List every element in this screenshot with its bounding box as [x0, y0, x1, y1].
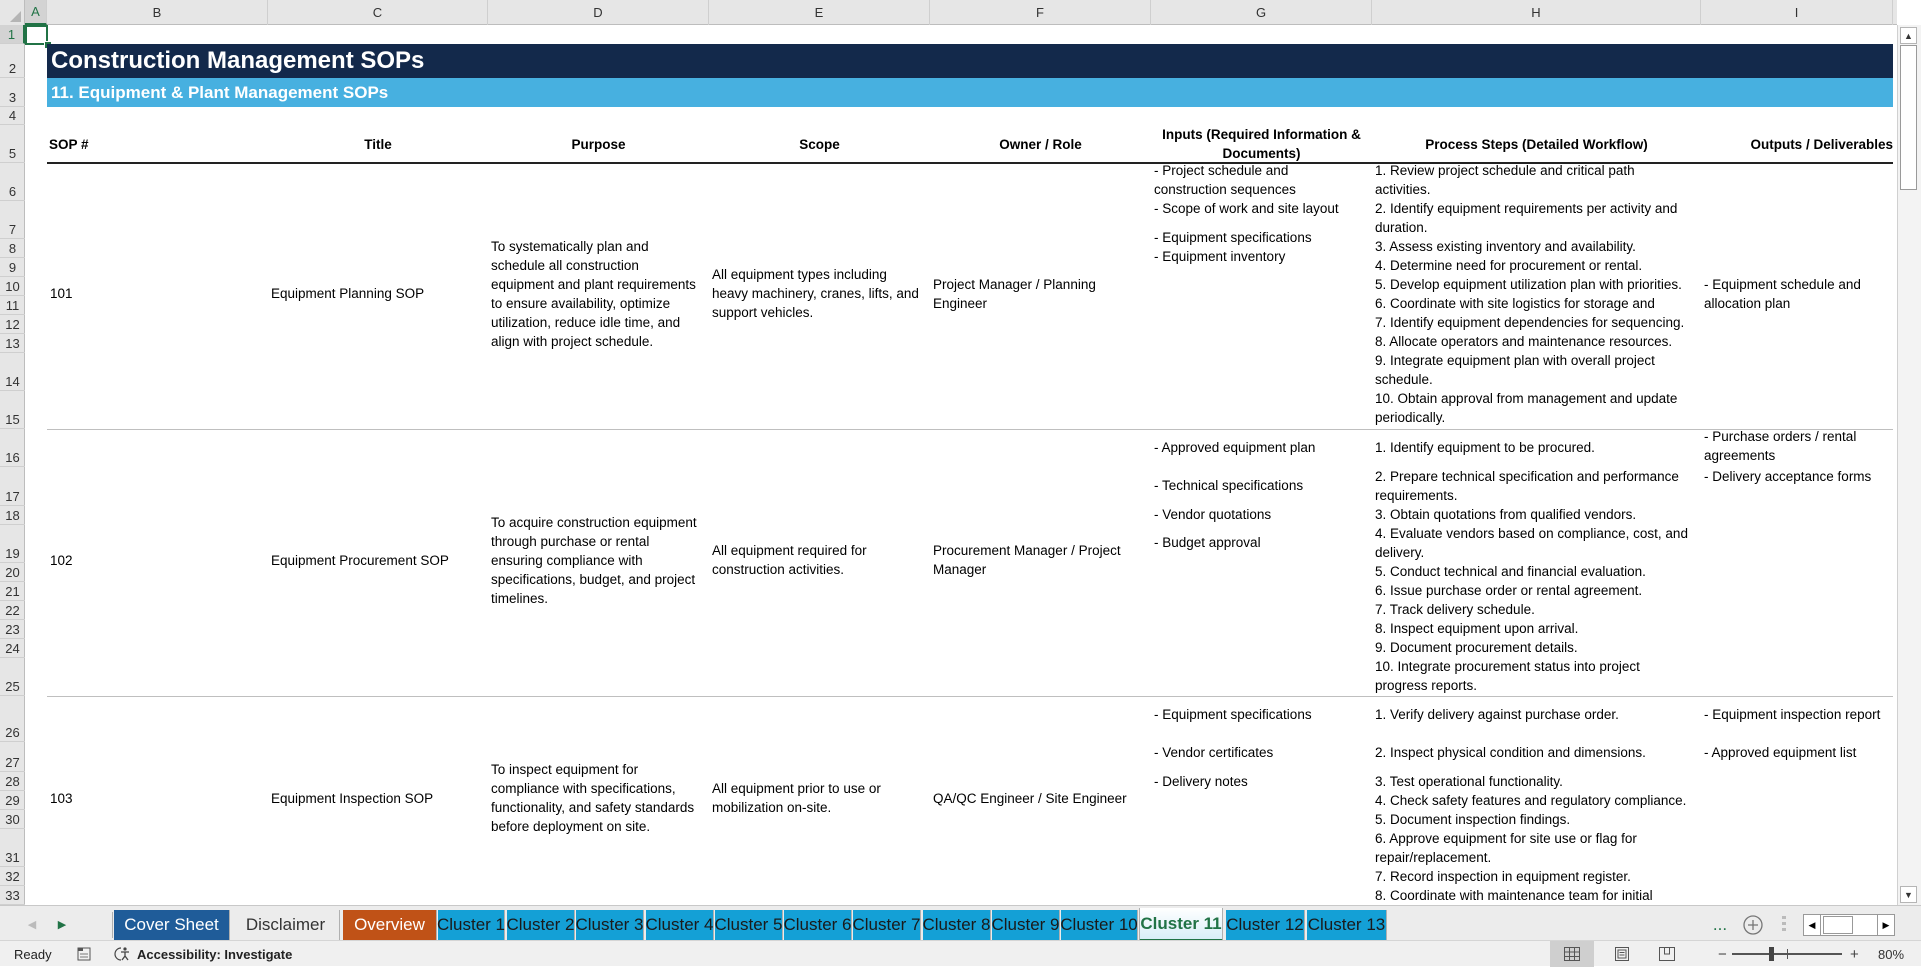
- row-header-13[interactable]: 13: [0, 334, 25, 353]
- sop-title-cell[interactable]: Equipment Inspection SOP: [271, 790, 434, 806]
- sop-steps-item: 5. Develop equipment utilization plan with priorities.: [1375, 277, 1682, 292]
- row-header-14[interactable]: 14: [0, 353, 25, 391]
- sop-number-cell[interactable]: 101: [50, 286, 73, 301]
- sop-outputs-item: allocation plan: [1704, 296, 1791, 311]
- sheet-tab-cluster-11[interactable]: Cluster 11: [1139, 908, 1223, 942]
- sheet-tab-cover-sheet[interactable]: Cover Sheet: [114, 910, 230, 940]
- header-scope: Scope: [799, 136, 840, 152]
- more-sheets-button[interactable]: ...: [1712, 915, 1728, 934]
- tab-separator: [112, 912, 113, 938]
- sop-steps-item: 3. Obtain quotations from qualified vendors.: [1375, 506, 1637, 522]
- sop-purpose-cell-line: to ensure availability, optimize: [491, 295, 671, 311]
- sheet-tab-cluster-3[interactable]: Cluster 3: [576, 910, 644, 940]
- row-header-30[interactable]: 30: [0, 810, 25, 829]
- zoom-in-button[interactable]: +: [1850, 945, 1859, 963]
- sop-steps-item: 5. Document inspection findings.: [1375, 811, 1571, 827]
- sop-scope-cell-line: heavy machinery, cranes, lifts, and: [712, 286, 919, 301]
- zoom-out-button[interactable]: −: [1718, 945, 1727, 963]
- zoom-slider-center-tick: [1787, 949, 1788, 959]
- column-header-g[interactable]: G: [1151, 0, 1372, 25]
- sop-inputs-item: - Approved equipment plan: [1154, 440, 1316, 456]
- sop-purpose-cell-line: To inspect equipment for: [491, 762, 639, 777]
- row-header-9[interactable]: 9: [0, 258, 25, 277]
- sop-purpose-cell-line: schedule all construction: [491, 257, 639, 273]
- sop-inputs-cell[interactable]: [1151, 163, 1372, 429]
- row-header-24[interactable]: 24: [0, 639, 25, 658]
- header-owner: Owner / Role: [999, 136, 1082, 152]
- sop-steps-item: periodically.: [1375, 410, 1446, 425]
- row-header-12[interactable]: 12: [0, 315, 25, 334]
- sop-purpose-cell-line: utilization, reduce idle time, and: [491, 314, 681, 330]
- sop-steps-cell[interactable]: [1372, 429, 1701, 696]
- scroll-right-button[interactable]: ▶: [1877, 915, 1894, 935]
- tab-split-handle[interactable]: [1782, 916, 1786, 934]
- row-header-21[interactable]: 21: [0, 582, 25, 601]
- sop-title-cell[interactable]: Equipment Procurement SOP: [271, 552, 449, 568]
- sop-steps-cell[interactable]: [1372, 696, 1701, 905]
- sop-row-102: [25, 429, 1897, 696]
- row-header-29[interactable]: 29: [0, 791, 25, 810]
- sop-steps-item: activities.: [1375, 182, 1431, 197]
- sop-steps-item: 4. Check safety features and regulatory compliance.: [1375, 792, 1687, 808]
- header-inputs: [1151, 125, 1372, 163]
- row-header-22[interactable]: 22: [0, 601, 25, 620]
- sop-steps-item: 1. Review project schedule and critical path: [1375, 163, 1635, 178]
- page-layout-view-button[interactable]: [1600, 941, 1644, 967]
- sop-scope-cell-line: All equipment types including: [712, 267, 887, 282]
- sheet-title-text: Construction Management SOPs: [51, 47, 425, 74]
- sop-purpose-cell-line: specifications, budget, and project: [491, 571, 696, 587]
- sop-steps-item: 8. Inspect equipment upon arrival.: [1375, 620, 1579, 636]
- sheet-tab-cluster-1[interactable]: Cluster 1: [438, 910, 505, 940]
- sop-title-cell[interactable]: Equipment Planning SOP: [271, 286, 425, 301]
- sop-scope-cell[interactable]: [709, 541, 930, 579]
- column-header-i[interactable]: I: [1701, 0, 1893, 25]
- sop-inputs-item: - Delivery notes: [1154, 773, 1248, 789]
- row-header-5[interactable]: 5: [0, 125, 25, 163]
- sheet-tab-overview[interactable]: Overview: [343, 910, 437, 940]
- sop-purpose-cell-line: compliance with specifications,: [491, 781, 676, 796]
- row-header-25[interactable]: 25: [0, 658, 25, 696]
- sheet-tab-cluster-10[interactable]: Cluster 10: [1061, 910, 1138, 940]
- sheet-tab-cluster-2[interactable]: Cluster 2: [507, 910, 575, 940]
- sop-inputs-item: - Budget approval: [1154, 535, 1261, 551]
- accessibility-icon: [114, 945, 134, 963]
- scroll-up-button[interactable]: ▲: [1900, 27, 1917, 44]
- sop-inputs-item: - Vendor certificates: [1154, 745, 1274, 761]
- sop-outputs-item: - Equipment inspection report: [1704, 707, 1881, 723]
- vertical-scrollbar[interactable]: [1897, 25, 1921, 905]
- sop-number-cell[interactable]: 102: [50, 552, 73, 568]
- sop-steps-item: duration.: [1375, 220, 1428, 235]
- sheet-tab-cluster-7[interactable]: Cluster 7: [853, 910, 921, 940]
- sop-steps-item: 2. Prepare technical specification and performance: [1375, 468, 1679, 484]
- row-header-2[interactable]: 2: [0, 44, 25, 78]
- sop-purpose-cell-line: through purchase or rental: [491, 533, 650, 549]
- sop-steps-item: 1. Verify delivery against purchase order.: [1375, 707, 1619, 723]
- row-header-10[interactable]: 10: [0, 277, 25, 296]
- accessibility-status-text: Accessibility: Investigate: [137, 946, 293, 962]
- sop-owner-cell-line: QA/QC Engineer / Site Engineer: [933, 790, 1127, 806]
- sop-inputs-item: construction sequences: [1154, 182, 1296, 197]
- sop-steps-item: repair/replacement.: [1375, 849, 1492, 865]
- sop-purpose-cell-line: To systematically plan and: [491, 238, 649, 254]
- column-header-f[interactable]: F: [930, 0, 1151, 25]
- sop-outputs-item: - Approved equipment list: [1704, 745, 1857, 761]
- sop-purpose-cell-line: functionality, and safety standards: [491, 800, 695, 815]
- column-header-e[interactable]: E: [709, 0, 930, 25]
- sop-owner-cell[interactable]: [930, 541, 1151, 579]
- sop-scope-cell-line: All equipment required for: [712, 543, 867, 558]
- sop-owner-cell[interactable]: [930, 275, 1151, 313]
- row-header-18[interactable]: 18: [0, 506, 25, 525]
- sop-outputs-item: - Purchase orders / rental: [1704, 429, 1857, 444]
- column-header-bar: [0, 0, 1897, 25]
- column-header-a[interactable]: A: [25, 0, 47, 25]
- row-header-bar: [0, 25, 25, 905]
- sop-steps-item: 8. Coordinate with maintenance team for initial: [1375, 887, 1653, 903]
- sop-steps-item: delivery.: [1375, 544, 1425, 560]
- row-header-16[interactable]: 16: [0, 429, 25, 467]
- page-layout-icon: [1615, 947, 1629, 961]
- sop-purpose-cell-line: before deployment on site.: [491, 819, 651, 834]
- sop-number-cell[interactable]: 103: [50, 790, 73, 806]
- sop-owner-cell-line: Engineer: [933, 295, 988, 311]
- row-header-19[interactable]: 19: [0, 525, 25, 563]
- sop-inputs-item: - Scope of work and site layout: [1154, 201, 1339, 216]
- sop-scope-cell[interactable]: [709, 779, 930, 817]
- row-header-26[interactable]: 26: [0, 696, 25, 742]
- sop-outputs-cell[interactable]: [1701, 429, 1893, 696]
- sop-steps-item: 10. Integrate procurement status into project: [1375, 658, 1640, 674]
- sop-steps-item: requirements.: [1375, 487, 1458, 503]
- sop-steps-item: 7. Record inspection in equipment register.: [1375, 868, 1631, 884]
- sop-row-101: [25, 163, 1897, 429]
- sop-inputs-item: - Project schedule and: [1154, 163, 1289, 178]
- sheet-tab-bar: [0, 905, 1921, 941]
- sop-scope-cell[interactable]: [709, 265, 930, 322]
- sheet-grid[interactable]: [25, 25, 1897, 905]
- sop-steps-item: 6. Issue purchase order or rental agreement.: [1375, 582, 1643, 598]
- macro-sheet-icon: [76, 946, 92, 962]
- sop-scope-cell-line: All equipment prior to use or: [712, 781, 881, 796]
- header-inputs-line1: Inputs (Required Information &: [1162, 127, 1361, 142]
- sop-steps-item: 1. Identify equipment to be procured.: [1375, 440, 1595, 456]
- scroll-down-button[interactable]: ▼: [1900, 886, 1917, 903]
- accessibility-status-button[interactable]: [114, 941, 292, 967]
- sheet-title: [47, 44, 1893, 78]
- plus-circle-icon: [1742, 914, 1764, 936]
- row-header-8[interactable]: 8: [0, 239, 25, 258]
- sop-purpose-cell[interactable]: [488, 513, 709, 608]
- header-title: Title: [364, 136, 392, 152]
- sop-steps-item: 10. Obtain approval from management and update: [1375, 391, 1678, 406]
- sop-outputs-item: - Equipment schedule and: [1704, 277, 1861, 292]
- row-header-1[interactable]: 1: [0, 25, 25, 44]
- header-process-steps: Process Steps (Detailed Workflow): [1425, 136, 1648, 152]
- column-header-c[interactable]: C: [268, 0, 488, 25]
- page-break-view-button[interactable]: [1645, 941, 1689, 967]
- sop-inputs-item: - Technical specifications: [1154, 478, 1304, 494]
- add-sheet-button[interactable]: [1742, 914, 1764, 936]
- sop-steps-item: 3. Assess existing inventory and availability.: [1375, 239, 1636, 254]
- scroll-left-button[interactable]: ◀: [1804, 915, 1821, 935]
- row-header-27[interactable]: 27: [0, 742, 25, 772]
- macro-record-button[interactable]: [76, 941, 92, 967]
- sop-steps-item: progress reports.: [1375, 677, 1478, 693]
- section-subtitle-text: 11. Equipment & Plant Management SOPs: [51, 82, 389, 102]
- sop-inputs-item: - Equipment specifications: [1154, 707, 1312, 723]
- sop-outputs-cell[interactable]: [1701, 163, 1893, 429]
- header-outputs: Outputs / Deliverables: [1750, 136, 1893, 152]
- header-purpose: Purpose: [571, 136, 626, 152]
- row-header-33[interactable]: 33: [0, 886, 25, 905]
- sop-inputs-cell[interactable]: [1151, 696, 1372, 905]
- grid-view-icon: [1564, 947, 1580, 961]
- sheet-tab-cluster-4[interactable]: Cluster 4: [646, 910, 714, 940]
- row-header-4[interactable]: 4: [0, 107, 25, 125]
- sop-outputs-item: agreements: [1704, 448, 1776, 463]
- sheet-tab-cluster-9[interactable]: Cluster 9: [992, 910, 1060, 940]
- sop-steps-cell[interactable]: [1372, 163, 1701, 429]
- sop-steps-item: 2. Identify equipment requirements per activity and: [1375, 201, 1678, 216]
- sop-purpose-cell-line: equipment and plant requirements: [491, 276, 696, 292]
- sop-owner-cell[interactable]: [930, 789, 1151, 808]
- sop-purpose-cell-line: ensuring compliance with: [491, 552, 643, 568]
- sop-steps-item: 4. Determine need for procurement or rental.: [1375, 258, 1643, 273]
- zoom-slider[interactable]: [1732, 953, 1842, 955]
- row-header-6[interactable]: 6: [0, 163, 25, 201]
- column-header-d[interactable]: D: [488, 0, 709, 25]
- sop-inputs-item: - Equipment specifications: [1154, 229, 1312, 245]
- sheet-tab-cluster-8[interactable]: Cluster 8: [923, 910, 991, 940]
- row-header-23[interactable]: 23: [0, 620, 25, 639]
- column-header-h[interactable]: H: [1372, 0, 1701, 25]
- row-header-20[interactable]: 20: [0, 563, 25, 582]
- sheet-tab-cluster-5[interactable]: Cluster 5: [715, 910, 783, 940]
- row-header-17[interactable]: 17: [0, 467, 25, 506]
- tab-scroll-right-button[interactable]: ▶: [57, 918, 67, 931]
- page-break-icon: [1659, 947, 1675, 961]
- sop-outputs-item: - Delivery acceptance forms: [1704, 468, 1872, 484]
- status-ready: Ready: [14, 946, 52, 962]
- section-subtitle: [47, 78, 1893, 107]
- horizontal-scroll-thumb[interactable]: [1823, 916, 1853, 934]
- sheet-tab-cluster-6[interactable]: Cluster 6: [784, 910, 852, 940]
- row-header-15[interactable]: 15: [0, 391, 25, 429]
- row-header-7[interactable]: 7: [0, 201, 25, 239]
- sop-purpose-cell[interactable]: [488, 237, 709, 351]
- sop-scope-cell-line: mobilization on-site.: [712, 800, 832, 815]
- sop-steps-item: 9. Document procurement details.: [1375, 639, 1578, 655]
- row-header-28[interactable]: 28: [0, 772, 25, 791]
- sop-inputs-item: - Equipment inventory: [1154, 248, 1286, 264]
- sop-steps-item: schedule.: [1375, 372, 1433, 387]
- status-bar: [0, 940, 1921, 966]
- select-all-button[interactable]: [0, 0, 25, 25]
- sheet-tab-cluster-13[interactable]: Cluster 13: [1307, 910, 1387, 940]
- sop-purpose-cell[interactable]: [488, 760, 709, 836]
- sop-owner-cell-line: Manager: [933, 562, 987, 577]
- sop-purpose-cell-line: To acquire construction equipment: [491, 514, 697, 530]
- sop-steps-item: 6. Coordinate with site logistics for storage and: [1375, 296, 1655, 311]
- sop-inputs-item: - Vendor quotations: [1154, 506, 1272, 522]
- sop-steps-item: 8. Allocate operators and maintenance resources.: [1375, 334, 1673, 349]
- sop-scope-cell-line: support vehicles.: [712, 305, 814, 320]
- sop-steps-item: 5. Conduct technical and financial evaluation.: [1375, 563, 1646, 579]
- sop-steps-item: 7. Identify equipment dependencies for sequencing.: [1375, 315, 1685, 330]
- select-all-triangle-icon: [10, 11, 21, 22]
- header-inputs-line2: Documents): [1222, 146, 1301, 161]
- zoom-level[interactable]: 80%: [1878, 946, 1905, 962]
- sop-steps-item: 6. Approve equipment for site use or flag for: [1375, 830, 1637, 846]
- sop-inputs-cell[interactable]: [1151, 429, 1372, 696]
- sop-owner-cell-line: Procurement Manager / Project: [933, 543, 1121, 558]
- row-header-3[interactable]: 3: [0, 78, 25, 107]
- sop-owner-cell-line: Project Manager / Planning: [933, 276, 1096, 292]
- sop-outputs-cell[interactable]: [1701, 696, 1893, 905]
- sop-steps-item: 2. Inspect physical condition and dimensions.: [1375, 745, 1646, 761]
- sheet-tab-disclaimer[interactable]: Disclaimer: [232, 910, 340, 940]
- sop-steps-item: 4. Evaluate vendors based on compliance, cost, and: [1375, 525, 1688, 541]
- sop-purpose-cell-line: timelines.: [491, 590, 549, 606]
- tab-scroll-left-button[interactable]: ◀: [27, 918, 37, 931]
- row-header-11[interactable]: 11: [0, 296, 25, 315]
- header-sop-number: SOP #: [49, 136, 89, 152]
- sop-steps-item: 9. Integrate equipment plan with overall project: [1375, 353, 1655, 368]
- sheet-tab-cluster-12[interactable]: Cluster 12: [1226, 910, 1305, 940]
- horizontal-scrollbar[interactable]: [1803, 914, 1895, 936]
- sop-steps-item: 3. Test operational functionality.: [1375, 773, 1563, 789]
- zoom-slider-thumb[interactable]: [1769, 947, 1774, 961]
- sop-steps-item: 7. Track delivery schedule.: [1375, 601, 1535, 617]
- row-header-32[interactable]: 32: [0, 867, 25, 886]
- vertical-scroll-thumb[interactable]: [1900, 45, 1917, 190]
- sop-row-103: [25, 696, 1897, 905]
- column-header-b[interactable]: B: [47, 0, 268, 25]
- row-header-31[interactable]: 31: [0, 829, 25, 867]
- sop-purpose-cell-line: align with project schedule.: [491, 333, 654, 349]
- sop-scope-cell-line: construction activities.: [712, 562, 845, 577]
- normal-view-button[interactable]: [1550, 941, 1594, 967]
